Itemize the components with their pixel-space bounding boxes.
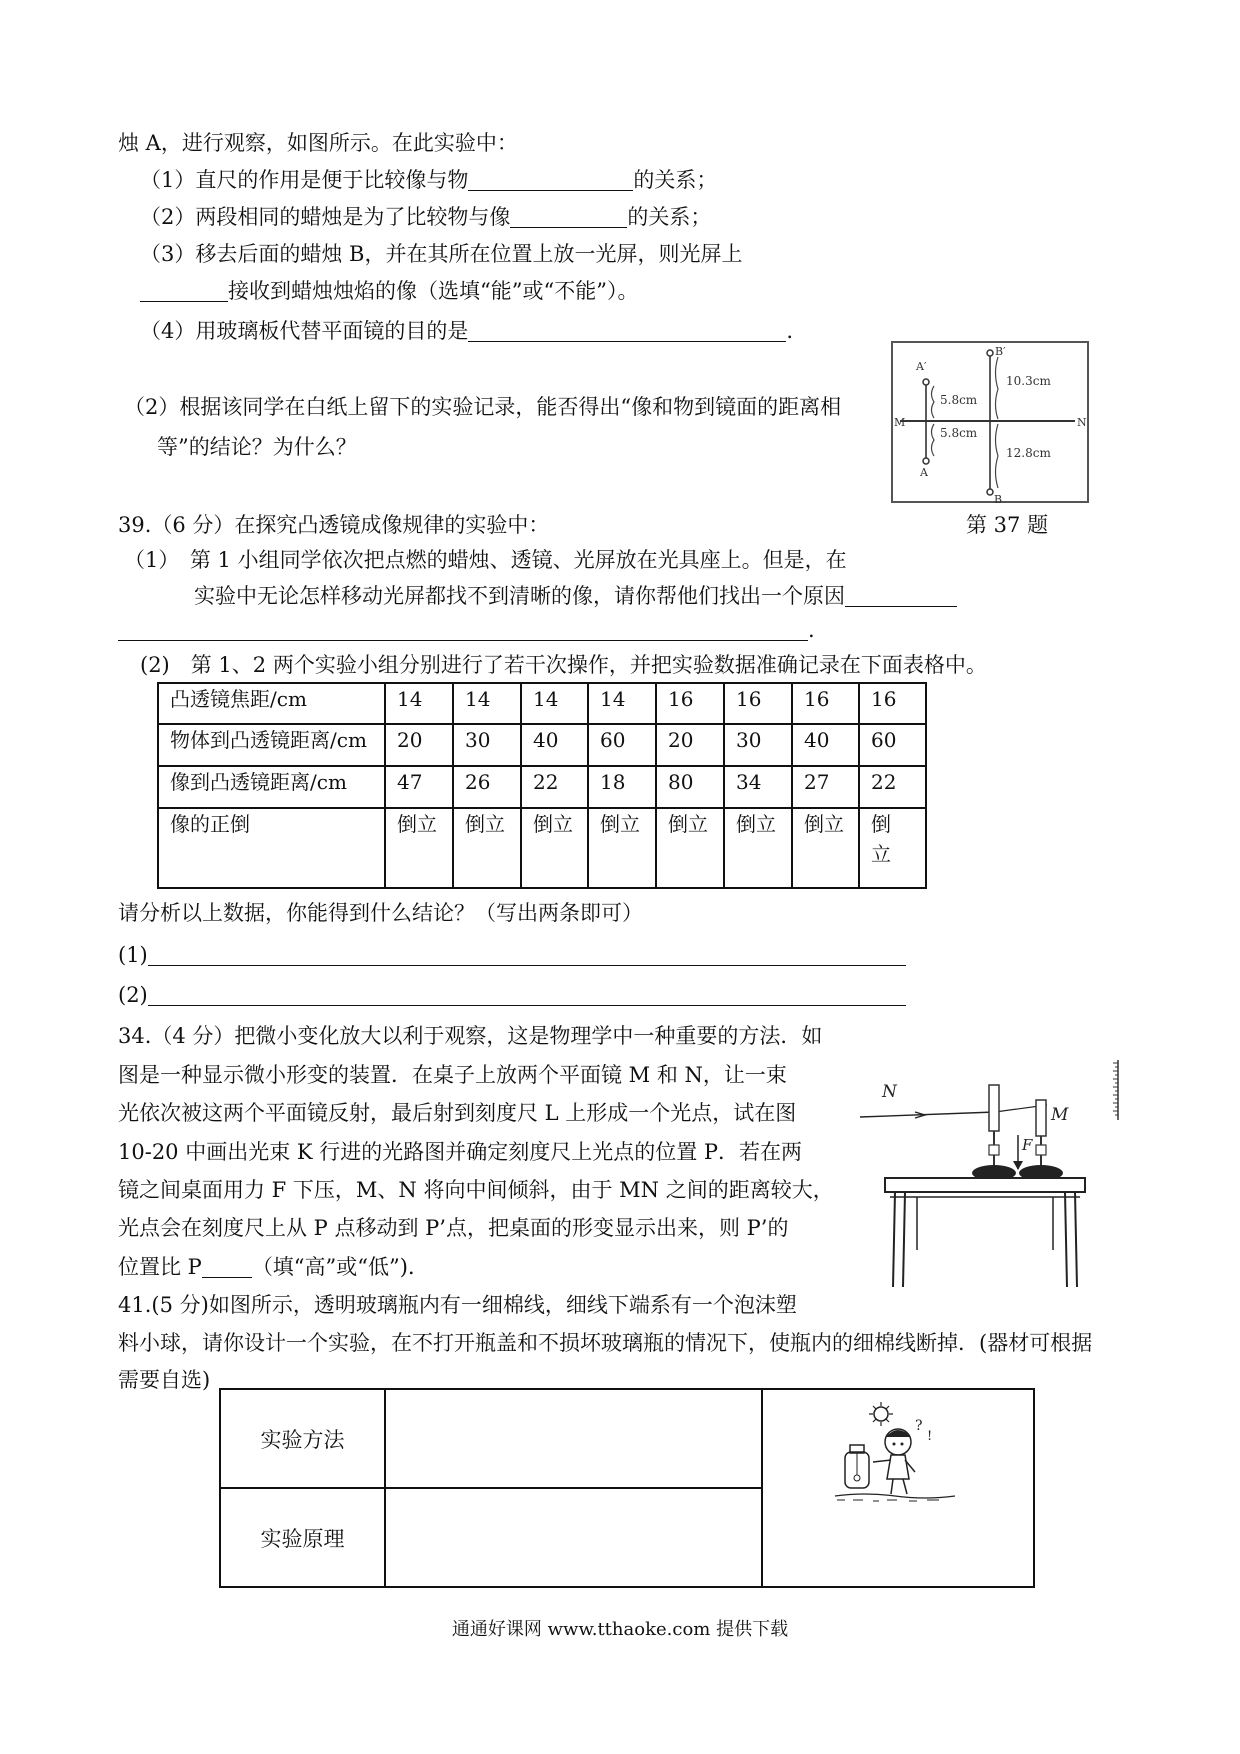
table-cell: 34 — [724, 766, 792, 808]
row-label: 像的正倒 — [158, 808, 385, 888]
table-cell: 40 — [521, 724, 588, 766]
method-label: 实验方法 — [220, 1389, 385, 1488]
principle-answer-cell[interactable] — [385, 1488, 762, 1587]
table-cell: 60 — [588, 724, 656, 766]
table-cell-part: 立 — [871, 842, 891, 866]
table-cell: 16 — [859, 683, 926, 724]
table-cell: 倒立 — [656, 808, 724, 888]
label-m-fig: M — [1051, 1105, 1069, 1125]
table-cell: 14 — [385, 683, 453, 724]
q34-line3: 光依次被这两个平面镜反射，最后射到刻度尺 L 上形成一个光点，试在图 — [118, 1101, 797, 1125]
scale-ruler — [1113, 1060, 1118, 1120]
table-cell: 20 — [385, 724, 453, 766]
table-cell: 16 — [792, 683, 859, 724]
table-cell: 倒立 — [453, 808, 521, 888]
q1-line1-pre: （1）直尺的作用是便于比较像与物 — [140, 168, 469, 192]
answer-1-label: (1) — [118, 943, 148, 967]
q34-line2: 图是一种显示微小形变的装置．在桌子上放两个平面镜 M 和 N，让一束 — [118, 1063, 787, 1087]
table-row-method — [220, 1389, 1034, 1488]
figure-37-caption: 第 37 题 — [966, 513, 1049, 537]
answer-2-label: (2) — [118, 983, 148, 1007]
table-cell: 60 — [859, 724, 926, 766]
label-b-prime: B′ — [995, 345, 1006, 358]
answer-blank-2[interactable] — [510, 205, 627, 228]
row-label: 物体到凸透镜距离/cm — [158, 724, 385, 766]
q39-analysis: 请分析以上数据，你能得到什么结论？（写出两条即可） — [118, 901, 643, 925]
table-cell: 40 — [792, 724, 859, 766]
q34-line4: 10-20 中画出光束 K 行进的光路图并确定刻度尺上光点的位置 P．若在两 — [118, 1140, 803, 1164]
table-cell: 30 — [724, 724, 792, 766]
q41-line2: 料小球，请你设计一个实验，在不打开瓶盖和不损坏玻璃瓶的情况下，使瓶内的细棉线断掉．(器材可根据 — [118, 1331, 1093, 1355]
q1-line5-end: . — [786, 319, 794, 343]
q1-line4-post: 接收到蜡烛烛焰的像（选填“能”或“不能”）。 — [228, 279, 639, 303]
q1-line2-post: 的关系； — [627, 205, 712, 229]
method-answer-cell[interactable] — [385, 1389, 762, 1488]
label-f-fig: F — [1022, 1136, 1033, 1154]
answer-blank-1[interactable] — [468, 168, 633, 191]
table-row-orientation — [158, 808, 926, 888]
cartoon-boy-bottle-image — [823, 1400, 958, 1510]
figure-mirror-table-apparatus — [855, 1055, 1130, 1290]
q39-answer-2 — [118, 980, 906, 1010]
table-cell: 倒立 — [724, 808, 792, 888]
answer-blank-3[interactable] — [140, 279, 228, 302]
dist-a-lower: 5.8cm — [940, 426, 978, 440]
q39-title: 39.（6 分）在探究凸透镜成像规律的实验中： — [118, 513, 550, 537]
q34-line1: 34.（4 分）把微小变化放大以利于观察，这是物理学中一种重要的方法．如 — [118, 1024, 823, 1048]
lens-data-table — [157, 682, 927, 889]
q39-p1-line3 — [118, 615, 815, 645]
dist-b-lower: 12.8cm — [1006, 446, 1051, 460]
q39-answer-1 — [118, 940, 906, 970]
table-cell: 20 — [656, 724, 724, 766]
label-n-fig: N — [882, 1082, 897, 1102]
q41-line3: 需要自选) — [118, 1368, 211, 1392]
dist-b-upper: 10.3cm — [1006, 374, 1051, 388]
principle-label: 实验原理 — [220, 1488, 385, 1587]
cartoon-cell — [762, 1389, 1034, 1587]
answer-blank-reason-a[interactable] — [845, 584, 957, 607]
q1-line5 — [140, 316, 793, 346]
table-cell: 26 — [453, 766, 521, 808]
q39-p1-line2 — [194, 581, 957, 611]
q34-line7-pre: 位置比 P — [118, 1255, 202, 1279]
table-cell: 22 — [521, 766, 588, 808]
table-cell: 14 — [588, 683, 656, 724]
q1-line2 — [140, 202, 711, 232]
table-cell — [859, 808, 926, 888]
q34-line5: 镜之间桌面用力 F 下压，M、N 将向中间倾斜，由于 MN 之间的距离较大， — [118, 1178, 834, 1202]
table-cell: 22 — [859, 766, 926, 808]
q2-line1: （2）根据该同学在白纸上留下的实验记录，能否得出“像和物到镜面的距离相 — [124, 395, 842, 419]
q41-line1: 41.(5 分)如图所示，透明玻璃瓶内有一细棉线，细线下端系有一个泡沫塑 — [118, 1293, 797, 1317]
table-cell: 30 — [453, 724, 521, 766]
footer-source: 通通好课网 www.tthaoke.com 提供下载 — [451, 1619, 789, 1640]
table-row-object-distance — [158, 724, 926, 766]
table-row-focal-length — [158, 683, 926, 724]
table-cell-part: 倒 — [871, 812, 891, 836]
label-n: N — [1077, 416, 1087, 429]
q1-line5-pre: （4）用玻璃板代替平面镜的目的是 — [140, 319, 469, 343]
q1-line1-post: 的关系； — [633, 168, 718, 192]
table-cell: 倒立 — [385, 808, 453, 888]
q34-line7 — [118, 1252, 429, 1282]
q39-p1-line2-text: 实验中无论怎样移动光屏都找不到清晰的像，请你帮他们找出一个原因 — [194, 584, 845, 608]
answer-blank-conclusion-2[interactable] — [148, 983, 906, 1006]
dist-a-upper: 5.8cm — [940, 393, 978, 407]
answer-blank-4[interactable] — [468, 319, 786, 342]
svg-text:!: ! — [927, 1429, 933, 1444]
figure-37-mirror-diagram — [890, 340, 1090, 505]
table-cell: 倒立 — [588, 808, 656, 888]
table-cell: 47 — [385, 766, 453, 808]
q34-line7-post: （填“高”或“低”)． — [251, 1255, 429, 1279]
answer-blank-reason-b[interactable] — [118, 618, 808, 641]
q1-line2-pre: （2）两段相同的蜡烛是为了比较物与像 — [140, 205, 511, 229]
table-cell: 14 — [521, 683, 588, 724]
label-b: B — [994, 493, 1003, 505]
q1-line1 — [140, 165, 717, 195]
svg-text:?: ? — [915, 1418, 923, 1434]
experiment-design-table — [219, 1388, 1035, 1588]
q34-line6: 光点会在刻度尺上从 P 点移动到 P’点，把桌面的形变显示出来，则 P’的 — [118, 1216, 789, 1240]
table-cell: 80 — [656, 766, 724, 808]
q2-line2: 等”的结论？为什么？ — [157, 435, 357, 459]
q39-p1-line1: （1） 第 1 小组同学依次把点燃的蜡烛、透镜、光屏放在光具座上。但是，在 — [124, 548, 847, 572]
table-cell: 18 — [588, 766, 656, 808]
label-a: A — [920, 466, 928, 479]
label-a-prime: A′ — [916, 360, 927, 373]
row-label: 像到凸透镜距离/cm — [158, 766, 385, 808]
row-label: 凸透镜焦距/cm — [158, 683, 385, 724]
table-row-image-distance — [158, 766, 926, 808]
q39-p2: (2) 第 1、2 两个实验小组分别进行了若干次操作，并把实验数据准确记录在下面表格中。 — [140, 653, 987, 677]
label-m: M — [894, 416, 906, 429]
q1-line3: （3）移去后面的蜡烛 B，并在其所在位置上放一光屏，则光屏上 — [140, 242, 743, 266]
intro-line: 烛 A，进行观察，如图所示。在此实验中： — [118, 131, 518, 155]
table-cell: 14 — [453, 683, 521, 724]
table-cell: 16 — [656, 683, 724, 724]
table-cell: 16 — [724, 683, 792, 724]
table-cell: 27 — [792, 766, 859, 808]
table-cell: 倒立 — [792, 808, 859, 888]
q1-line4 — [140, 276, 638, 306]
answer-blank-high-low[interactable] — [202, 1255, 252, 1278]
q39-p1-end: . — [808, 618, 815, 642]
answer-blank-conclusion-1[interactable] — [148, 943, 906, 966]
table-cell: 倒立 — [521, 808, 588, 888]
